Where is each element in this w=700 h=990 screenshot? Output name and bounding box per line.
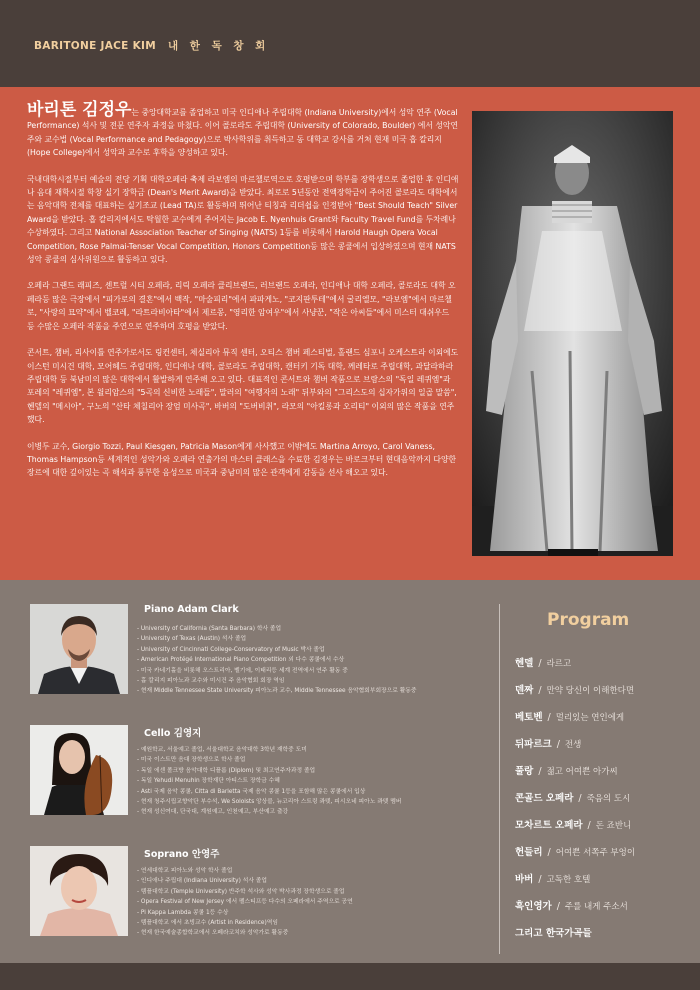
- singer-name: 바리톤 김정우: [27, 100, 132, 120]
- credential-item: - 현재 Middle Tennessee State University 피아노과 교수, Middle Tennessee 음악협회부회장으로 활동중: [137, 688, 417, 695]
- program-item: [515, 844, 635, 858]
- program-separator: /: [538, 685, 542, 696]
- program-separator: /: [547, 847, 551, 858]
- performer-name: Cello 김영지: [144, 728, 202, 739]
- program-work: 주를 내게 주소서: [564, 902, 628, 912]
- credential-item: - University of Cincinnati College-Conservatory of Music 박사 졸업: [137, 646, 325, 653]
- section-divider: [499, 604, 500, 954]
- program-work: 멀리있는 연인에게: [555, 713, 625, 723]
- program-separator: /: [538, 766, 542, 777]
- credential-item: - 인디애나 주립대 (Indiana University) 석사 졸업: [137, 878, 267, 885]
- performer-name: Piano Adam Clark: [144, 604, 239, 615]
- program-work: 만약 당신이 이해한다면: [546, 686, 635, 696]
- program-composer: 풀랑: [515, 766, 534, 777]
- credential-item: - 연세대학교 피아노와 성악 학사 졸업: [137, 868, 233, 874]
- program-item: [515, 898, 628, 912]
- program-composer: 그리고 한국가곡들: [515, 928, 592, 939]
- credential-item: - 예원학교, 서울예고 졸업, 서울대학교 음악대학 3학년 재학중 도미: [137, 747, 307, 753]
- program-composer: 흑인영가: [515, 901, 552, 912]
- credential-item: - 템플대학교 (Temple University) 반주학 석사와 성악 박사과정 장학생으로 졸업: [137, 888, 345, 895]
- bio-paragraph-5: 이병두 교수, Giorgio Tozzi, Paul Kiesgen, Patricia Mason에게 사사했고 이밖에도 Martina Arroyo, Carol Vaness, Thomas Hampson등 세계적인 성악가와 오페라 연출가의 마스터 클래스을 수료한 김정우는 바로크부터 현대음악까지 다양한 장르에 대한 깊이있는 곡 해석과 풍부한 음성으로 미국과 중남미의 많은 관객에게 감동을 선사 해오고 있다.: [27, 441, 457, 478]
- concert-title-korean: 내 한 독 창 회: [167, 40, 270, 52]
- credential-item: - Asti 국제 음악 콩쿨, Citta di Barletta 국제 음악 콩쿨 1등을 포함해 많은 콩쿨에서 입상: [137, 788, 366, 795]
- program-composer: 모차르트 오페라: [515, 820, 583, 831]
- program-item: [515, 709, 624, 723]
- program-separator: /: [578, 793, 582, 804]
- pianist-photo: [30, 604, 128, 694]
- performer-credentials: [137, 624, 417, 697]
- program-separator: /: [587, 820, 591, 831]
- program-separator: /: [556, 739, 560, 750]
- program-item: [515, 925, 592, 939]
- program-work: 돈 죠반니: [595, 821, 632, 831]
- program-composer: 덴짜: [515, 685, 534, 696]
- singer-photo: [472, 111, 673, 556]
- program-item: [515, 736, 581, 750]
- performer-credentials: [137, 866, 353, 939]
- credential-item: - 미국 카네기홀을 비롯해 오스트리아, 벨기에, 이태리등 세계 전역에서 연주 활동 중: [137, 667, 348, 674]
- credential-item: - 홉 칼리지 피아노과 교수와 미시건 주 음악협회 회장 역임: [137, 678, 285, 685]
- bio-paragraph-3: 오페라 그랜드 래피즈, 센트럴 시티 오페라, 리릭 오페라 클리브랜드, 러브랜드 오페라, 인디애나 대학 오페라, 콜로라도 대학 오페라등 많은 극장에서 "피가로의 결혼"에서 백작, "마술피리"에서 파파게노, "코지판투테"에서 굴리엘모, "라보엠"에서 마르첼로, "사랑의 묘약"에서 벨코레, "라트라비아타"에서 제르몽, "영리한 암여우"에서 사냥꾼, "작은 아씨들"에서 미스터 대쉬우드 등 수많은 오페라 작품을 주연으로 연주하며 호평을 받았다.: [27, 281, 456, 331]
- program-separator: /: [547, 712, 551, 723]
- credential-item: - 현재 성신여대, 단국대, 계원예고, 인천예고, 부산예고 출강: [137, 809, 289, 816]
- program-work: 어여쁜 서쪽주 부엉이: [555, 848, 636, 858]
- bio-paragraph-1-text: 는 중앙대학교를 졸업하고 미국 인디애나 주립대학 (Indiana University)에서 성악 연주 (Vocal Performance) 석사 및 전문 연주자 과정을 마쳤다. 이어 콜로라도 주립대학 (University of Colorado, Boulder) 에서 성악연주와 교수법 (Vocal Performance and Pedagogy)으로 박사학위를 취득하고 동 대학교 강사를 거쳐 현재 미국 홉 칼리지 (Hope College)에서 성악과 교수로 후학을 양성하고 있다.: [27, 108, 458, 158]
- program-title: Program: [547, 610, 630, 630]
- program-work: 젊고 어여쁜 아가씨: [546, 767, 618, 777]
- biography-text: [27, 101, 459, 493]
- program-item: [515, 790, 630, 804]
- program-composer: 콘골드 오페라: [515, 793, 574, 804]
- program-work: 고독한 호텔: [546, 875, 591, 885]
- footer-bar: [0, 963, 700, 990]
- credential-item: - 현재 청주시립교향악단 부수석, We Soloists 앙상블, 뉴코리아 스트링 콰텟, 피시오네 피아노 콰텟 멤버: [137, 799, 402, 806]
- credential-item: - 독일 에센 폴크방 음악대학 디플롬 (Diplom) 및 최고연주자과정 졸업: [137, 767, 316, 774]
- program-work: 전생: [564, 740, 582, 750]
- program-composer: 베토벤: [515, 712, 543, 723]
- credential-item: - University of California (Santa Barbara) 학사 졸업: [137, 626, 282, 632]
- credential-item: - University of Texas (Austin) 석사 졸업: [137, 636, 247, 643]
- program-item: [515, 871, 590, 885]
- credential-item: - Opera Festival of New Jersey 에서 펠스티프등 다수의 오페라에서 주역으로 공연: [137, 899, 353, 906]
- performer-name: Soprano 안영주: [144, 849, 220, 860]
- bio-paragraph-4: 콘서트, 챔버, 리사이틀 연주가로서도 링컨센터, 체실리아 뮤직 센터, 오티스 챔버 페스티벌, 홀랜드 심포니 오케스트라 이외에도 이스턴 미시건 대학, 모어헤드 주립대학, 인디애나 대학, 콜로라도 주립대학, 캔터키 기독 대학, 께레타로 주립대학, 과달라하라 주립대학 등 북남미의 많은 대학에서 활발하게 연주해 오고 있다. 대표적인 콘서트와 챔버 작품으로 브람스의 "독일 레퀴엠"과 포레의 "레퀴엠", 본 윌리암스의 "5곡의 신비한 노래들", 말러의 "여행자의 노래" 뒤부와의 "그리스도의 십자가위의 일곱 말씀", 헨델의 "메시아", 구노의 "산타 체칠리아 장엄 미사곡", 바버의 "도버비취", 라모의 "아킬롱과 오리티" 이외의 많은 작품을 연주했다.: [27, 348, 459, 425]
- program-work: 라르고: [546, 659, 572, 669]
- program-composer: 바버: [515, 874, 534, 885]
- bio-paragraph-1: [27, 101, 459, 160]
- program-composer: 헌들리: [515, 847, 543, 858]
- concert-title: [34, 38, 269, 53]
- soprano-photo: [30, 846, 128, 936]
- performer-credentials: [137, 745, 401, 818]
- program-item: [515, 763, 618, 777]
- credential-item: - Pi Kappa Lambda 콩쿨 1등 수상: [137, 909, 229, 916]
- credential-item: - American Protégé International Piano Competition 외 다수 콩쿨에서 수상: [137, 657, 345, 664]
- program-item: [515, 655, 571, 669]
- header-bar: [0, 0, 700, 87]
- program-composer: 헨델: [515, 658, 534, 669]
- program-item: [515, 682, 634, 696]
- credential-item: - 독일 Yehudi Menuhin 장학재단 아티스트 장학금 수혜: [137, 778, 280, 785]
- program-composer: 뒤파르크: [515, 739, 552, 750]
- cellist-photo: [30, 725, 128, 815]
- credential-item: - 미국 이스트만 음대 장학생으로 학사 졸업: [137, 757, 246, 764]
- program-separator: /: [538, 658, 542, 669]
- program-item: [515, 817, 631, 831]
- program-separator: /: [538, 874, 542, 885]
- program-separator: /: [556, 901, 560, 912]
- concert-title-english: BARITONE JACE KIM: [34, 40, 156, 52]
- bio-paragraph-2: 국내대학시절부터 예술의 전당 기획 대학오페라 축제 라보엠의 마르첼로역으로 호평받으며 학부를 장학생으로 졸업한 후 인디애나 음대 재학시절 학창 실기 장학금 (Dean's Merit Award)을 받았다. 최로로 5년동안 전액장학금이 주어진 콜로라도 대학에서는 음악대학 전체를 대표하는 실기조교 (Lead TA)로 활동하며 뛰어난 티칭과 리더쉽을 인정받아 "Best Should Teach" Silver Award을 받았다. 홉 칼리지에서도 탁월한 교수에게 주어지는 Jacob E. Nyenhuis Grant와 Faculty Travel Fund를 두차례나 수상하였다. 그리고 National Association Teacher of Singing (NATS) 1등를 비롯해서 Harold Haugh Opera Vocal Competition, Rose Palmai-Tenser Vocal Competition, Honors Competition등 많은 콩쿨에서 입상하였으며 현재 NATS 성악 콩쿨의 심사위원으로 활동하고 있다.: [27, 174, 459, 265]
- program-work: 죽음의 도시: [586, 794, 631, 804]
- credential-item: - 현재 한국예술종합학교에서 오페라코치와 성악가로 활동중: [137, 930, 289, 937]
- credential-item: - 템플대학교 에서 초빙교수 (Artist in Residence)역임: [137, 920, 278, 927]
